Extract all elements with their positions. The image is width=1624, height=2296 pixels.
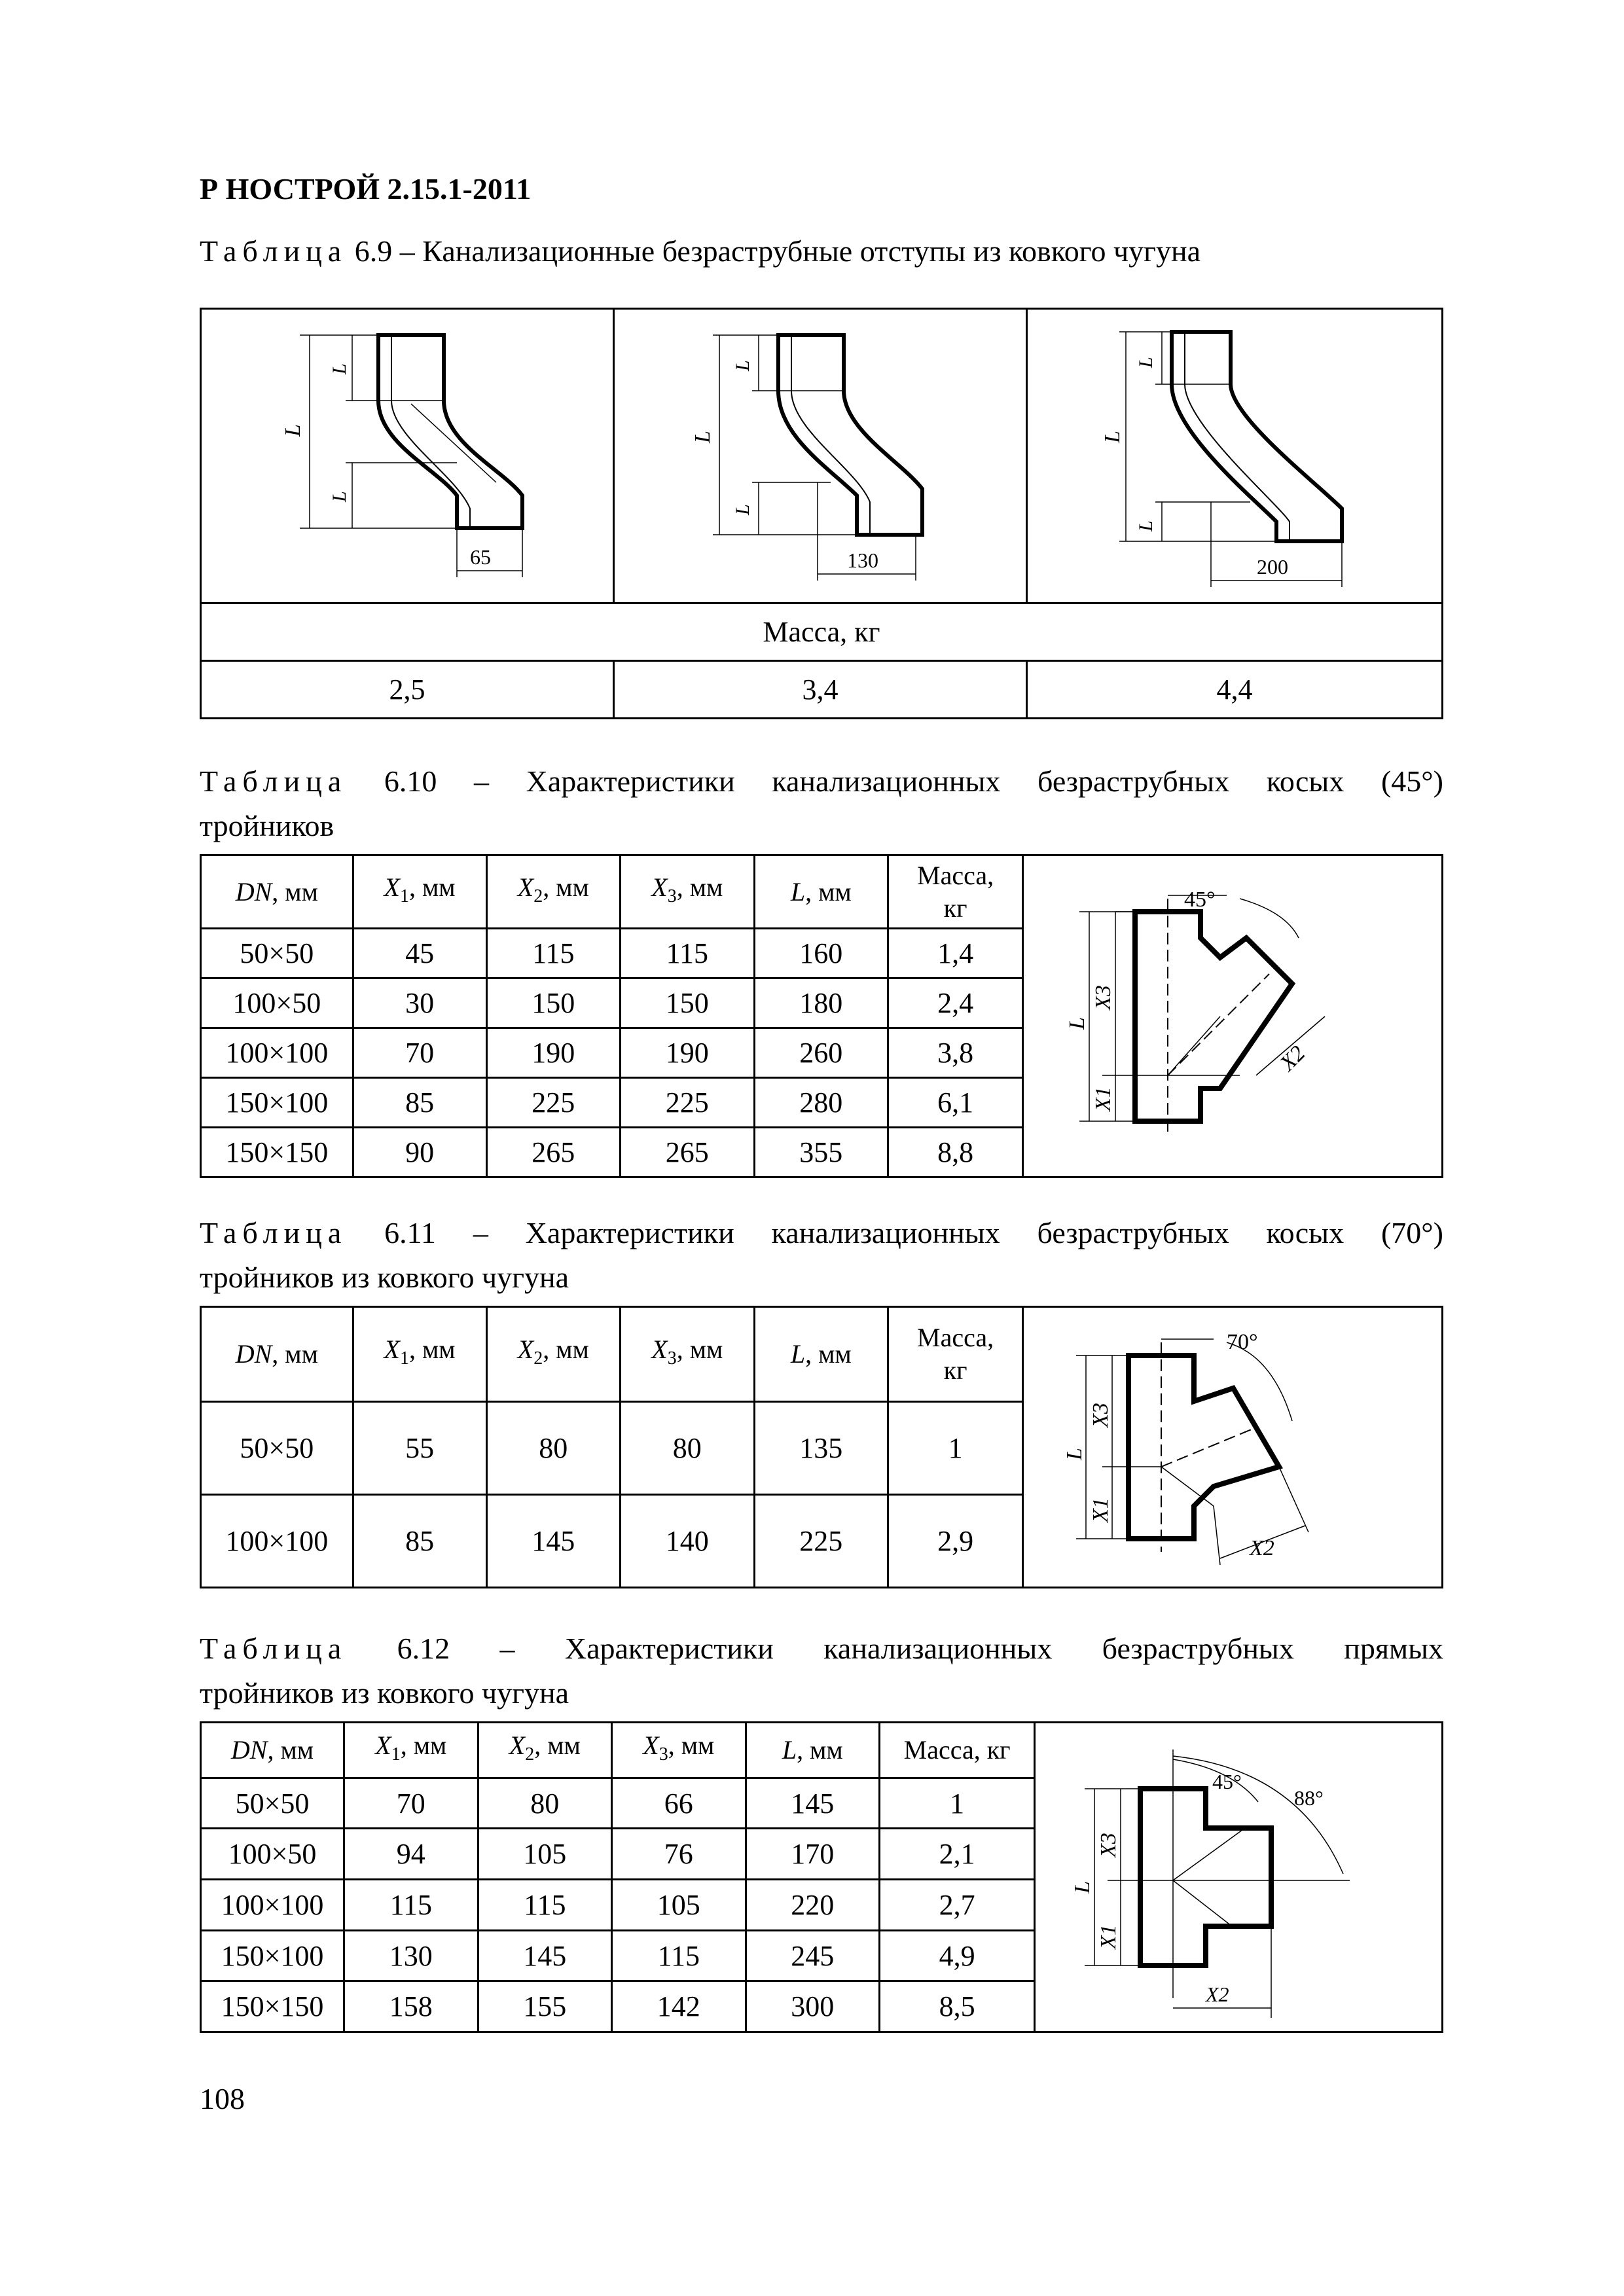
tee-70-figure [1023, 1307, 1443, 1588]
col-header: DN, мм [201, 1307, 353, 1402]
col-header: L, мм [754, 855, 888, 929]
col-header: DN, мм [201, 855, 353, 929]
angle-label: 88° [1294, 1786, 1324, 1810]
cell-x3: 105 [612, 1880, 746, 1931]
angle-label: 45° [1212, 1770, 1242, 1793]
dim-L1: L [732, 503, 753, 515]
cell-x3: 115 [621, 929, 754, 978]
dim-L1: L [329, 490, 350, 502]
col-header: Масса, кг [880, 1723, 1035, 1778]
col-header: L, мм [746, 1723, 880, 1778]
dim-X3: X3 [1091, 984, 1116, 1010]
table-label: Таблица [200, 764, 348, 798]
cell-x3: 190 [621, 1028, 754, 1078]
col-header: $X_3$, мм [621, 1307, 754, 1402]
cell-x2: 190 [486, 1028, 620, 1078]
cell-dn: 50×50 [201, 1402, 353, 1495]
table-caption-text: 6.9 – Канализационные безраструбные отступы из ковкого чугуна [354, 234, 1200, 268]
cell-x3: 115 [612, 1930, 746, 1981]
cell-mass: 8,5 [880, 1981, 1035, 2032]
table-6-9-caption [200, 229, 1443, 274]
table-caption-text: 6.10 – Характеристики канализационных безраструбных косых (45°) [384, 764, 1443, 798]
col-header: DN, мм [201, 1723, 344, 1778]
table-caption-text: 6.11 – Характеристики канализационных безраструбных косых (70°) [384, 1216, 1444, 1249]
cell-x1: 45 [353, 929, 486, 978]
table-6-12-caption [200, 1626, 1443, 1715]
dim-L1: L [329, 363, 350, 374]
cell-l: 355 [754, 1128, 888, 1177]
cell-x3: 76 [612, 1829, 746, 1880]
cell-mass: 1 [880, 1778, 1035, 1829]
dim-X1: X1 [1089, 1498, 1113, 1522]
dim-X1: X1 [1096, 1924, 1121, 1949]
cell-x1: 85 [353, 1078, 486, 1128]
col-header: Масса, кг [888, 1307, 1023, 1402]
cell-x1: 90 [353, 1128, 486, 1177]
dim-offset: 200 [1257, 554, 1288, 579]
cell-mass: 1,4 [888, 929, 1023, 978]
cell-x3: 150 [621, 978, 754, 1028]
tee-straight-drawing [1036, 1723, 1437, 2031]
table-6-9 [200, 308, 1443, 719]
cell-mass: 6,1 [888, 1078, 1023, 1128]
cell-x3: 265 [621, 1128, 754, 1177]
cell-x2: 105 [478, 1829, 612, 1880]
offset-drawing-130 [615, 312, 1024, 600]
cell-l: 245 [746, 1930, 880, 1981]
table-6-11 [200, 1306, 1443, 1588]
dim-X2: X2 [1250, 1536, 1274, 1560]
tee-45-drawing [1024, 859, 1437, 1174]
table-caption-text: тройников из ковкого чугуна [200, 1261, 569, 1294]
cell-x2: 115 [486, 929, 620, 978]
dim-offset: 130 [847, 548, 878, 572]
dim-L: L [691, 430, 715, 443]
cell-dn: 100×100 [201, 1028, 353, 1078]
table-caption-text: 6.12 – Характеристики канализационных безраструбных прямых [397, 1632, 1444, 1665]
dim-X3: X3 [1089, 1403, 1113, 1427]
cell-l: 260 [754, 1028, 888, 1078]
cell-x1: 85 [353, 1495, 486, 1588]
cell-mass: 2,1 [880, 1829, 1035, 1880]
angle-label: 70° [1227, 1330, 1258, 1354]
table-6-10 [200, 854, 1443, 1178]
cell-mass: 3,8 [888, 1028, 1023, 1078]
col-header: $X_3$, мм [612, 1723, 746, 1778]
col-header: $X_1$, мм [344, 1723, 478, 1778]
cell-mass: 2,7 [880, 1880, 1035, 1931]
cell-dn: 50×50 [201, 1778, 344, 1829]
table-label: Таблица [200, 234, 348, 268]
cell-mass: 2,4 [888, 978, 1023, 1028]
cell-dn: 100×50 [201, 1829, 344, 1880]
dim-L: L [1065, 1016, 1090, 1030]
mass-header: Масса, кг [201, 603, 1443, 661]
cell-l: 160 [754, 929, 888, 978]
dim-offset: 65 [470, 545, 491, 569]
col-header: $X_3$, мм [621, 855, 754, 929]
cell-mass: 8,8 [888, 1128, 1023, 1177]
dim-L1: L [1135, 356, 1157, 368]
cell-x2: 145 [478, 1930, 612, 1981]
dim-X3: X3 [1096, 1833, 1121, 1857]
tee-70-drawing [1024, 1310, 1437, 1585]
cell-x3: 142 [612, 1981, 746, 2032]
cell-x2: 150 [486, 978, 620, 1028]
cell-dn: 50×50 [201, 929, 353, 978]
cell-x3: 80 [621, 1402, 754, 1495]
cell-x1: 70 [344, 1778, 478, 1829]
page-number: 108 [200, 2082, 245, 2115]
dim-L1: L [1135, 520, 1157, 531]
offset-figure-130 [614, 309, 1027, 603]
dim-X1: X1 [1091, 1086, 1116, 1111]
cell-dn: 150×100 [201, 1930, 344, 1981]
mass-value: 3,4 [614, 661, 1027, 719]
cell-dn: 150×100 [201, 1078, 353, 1128]
col-header: $X_1$, мм [353, 1307, 486, 1402]
cell-x1: 158 [344, 1981, 478, 2032]
cell-l: 180 [754, 978, 888, 1028]
dim-L1: L [732, 359, 753, 371]
cell-l: 145 [746, 1778, 880, 1829]
cell-mass: 1 [888, 1402, 1023, 1495]
offset-drawing-65 [202, 312, 611, 600]
mass-value: 2,5 [201, 661, 614, 719]
tee-straight-figure [1035, 1723, 1443, 2032]
cell-x2: 145 [486, 1495, 620, 1588]
cell-x2: 80 [486, 1402, 620, 1495]
cell-mass: 2,9 [888, 1495, 1023, 1588]
offset-figure-200 [1027, 309, 1443, 603]
cell-l: 135 [754, 1402, 888, 1495]
cell-x2: 265 [486, 1128, 620, 1177]
offset-figure-65 [201, 309, 614, 603]
col-header: $X_1$, мм [353, 855, 486, 929]
dim-L: L [1070, 1881, 1095, 1893]
cell-x1: 30 [353, 978, 486, 1028]
cell-l: 220 [746, 1880, 880, 1931]
cell-dn: 150×150 [201, 1128, 353, 1177]
cell-l: 280 [754, 1078, 888, 1128]
col-header: $X_2$, мм [486, 1307, 620, 1402]
table-label: Таблица [200, 1216, 348, 1249]
dim-X2: X2 [1206, 1982, 1229, 2006]
dim-L: L [1100, 430, 1125, 443]
mass-value: 4,4 [1027, 661, 1443, 719]
col-header: $X_2$, мм [478, 1723, 612, 1778]
cell-dn: 100×50 [201, 978, 353, 1028]
cell-x3: 225 [621, 1078, 754, 1128]
cell-x2: 80 [478, 1778, 612, 1829]
cell-mass: 4,9 [880, 1930, 1035, 1981]
cell-x2: 225 [486, 1078, 620, 1128]
cell-x1: 115 [344, 1880, 478, 1931]
dim-L: L [281, 423, 305, 437]
dim-L: L [1062, 1448, 1087, 1460]
cell-dn: 100×100 [201, 1495, 353, 1588]
cell-dn: 150×150 [201, 1981, 344, 2032]
dim-X2: X2 [1275, 1041, 1310, 1076]
tee-45-figure [1023, 855, 1443, 1177]
col-header: Масса, кг [888, 855, 1023, 929]
cell-l: 300 [746, 1981, 880, 2032]
cell-l: 225 [754, 1495, 888, 1588]
table-label: Таблица [200, 1632, 348, 1665]
cell-x1: 94 [344, 1829, 478, 1880]
table-6-10-caption [200, 759, 1443, 848]
table-6-11-caption [200, 1211, 1443, 1300]
cell-dn: 100×100 [201, 1880, 344, 1931]
cell-x3: 66 [612, 1778, 746, 1829]
angle-label: 45° [1184, 887, 1216, 912]
cell-x2: 155 [478, 1981, 612, 2032]
table-caption-text: тройников из ковкого чугуна [200, 1676, 569, 1710]
table-caption-text: тройников [200, 809, 334, 842]
col-header: L, мм [754, 1307, 888, 1402]
cell-x1: 130 [344, 1930, 478, 1981]
cell-x3: 140 [621, 1495, 754, 1588]
cell-x1: 55 [353, 1402, 486, 1495]
cell-x2: 115 [478, 1880, 612, 1931]
cell-x1: 70 [353, 1028, 486, 1078]
col-header: $X_2$, мм [486, 855, 620, 929]
document-code: Р НОСТРОЙ 2.15.1-2011 [200, 172, 532, 206]
offset-drawing-200 [1028, 312, 1440, 600]
cell-l: 170 [746, 1829, 880, 1880]
table-6-12 [200, 1721, 1443, 2033]
